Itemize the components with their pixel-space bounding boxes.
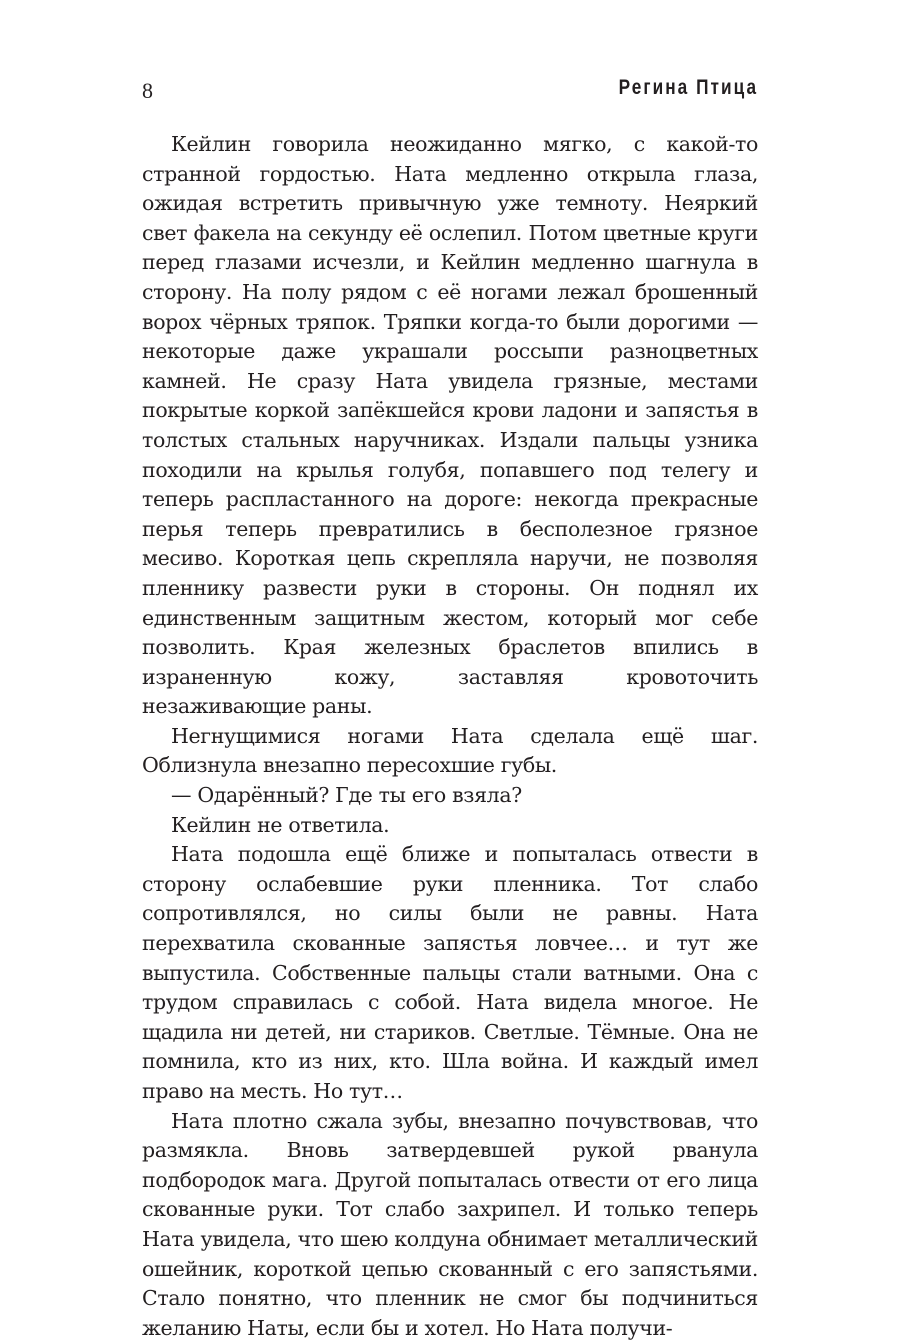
paragraph: — Одарённый? Где ты его взяла? bbox=[171, 783, 522, 808]
paragraph: Кейлин говорила неожиданно мягко, с какой-то странной гордостью. Ната медленно открыла глаза, ожидая встретить привычную уже темноту. Неяркий свет факела на секунду её ослепил. Потом цветные круги перед глазами исчезли, и Кейлин медленно шагнула в сторону. На полу рядом с её ногами лежал брошенный ворох чёрных тряпок. Тряпки когда-то были дорогими — некоторые даже украшали россыпи разноцветных камней. Не сразу Ната увидела грязные, местами покрытые коркой запёкшейся крови ладони и запястья в толстых стальных наручниках. Издали пальцы узника походили на крылья голубя, попавшего под телегу и теперь распластанного на дороге: некогда прекрасные перья теперь превратились в бесполезное грязное месиво. Короткая цепь скрепляла наручи, не позволяя пленнику развести руки в стороны. Он поднял их единственным защитным жестом, который мог себе позволить. Края железных браслетов впились в израненную кожу, заставляя кровоточить незаживающие раны. bbox=[142, 132, 758, 719]
paragraph: Негнущимися ногами Ната сделала ещё шаг. Облизнула внезапно пересохшие губы. bbox=[142, 723, 758, 778]
paragraph: Ната плотно сжала зубы, внезапно почувствовав, что размякла. Вновь затвердевшей рукой рванула подбородок мага. Другой попыталась отвести от его лица скованные руки. Тот слабо захрипел. И только теперь Ната увидела, что шею колдуна обнимает металлический ошейник, короткой цепью скованный с его запястьями. Стало понятно, что пленник не смог бы подчиниться желанию Наты, если бы и хотел. Но Ната получи- bbox=[142, 1108, 758, 1340]
paragraph: Кейлин не ответила. bbox=[171, 812, 390, 837]
paragraph: Ната подошла ещё ближе и попыталась отвести в сторону ослабевшие руки пленника. Тот слабо сопротивлялся, но силы были не равны. Ната перехватила скованные запястья ловчее… и тут же выпустила. Собственные пальцы стали ватными. Она с трудом справилась с собой. Ната видела многое. Не щадила ни детей, ни стариков. Светлые. Тёмные. Она не помнила, кто из них, кто. Шла война. И каждый имел право на месть. Но тут… bbox=[142, 842, 758, 1103]
page-number: 8 bbox=[142, 78, 153, 103]
page-header bbox=[142, 76, 758, 110]
body-text bbox=[142, 130, 758, 1343]
running-head-author: Регина Птица bbox=[618, 76, 758, 99]
